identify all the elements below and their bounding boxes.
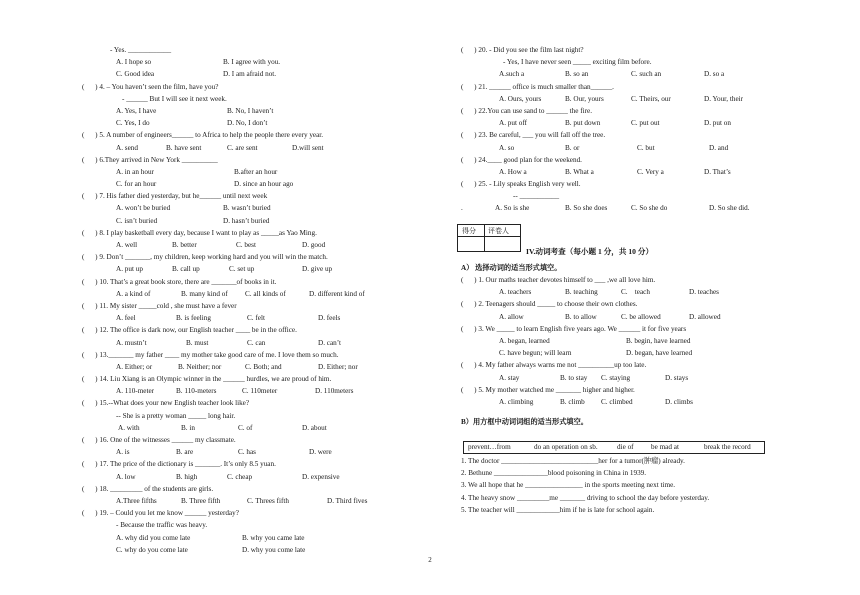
part-a-question-line [461, 335, 781, 347]
left-question-line [82, 410, 412, 422]
left-question-text: C. of [238, 423, 253, 432]
left-question-text: A. won’t be buried [116, 204, 171, 213]
left-question-line [82, 178, 412, 190]
left-question-text: ( ) 5. A number of engineers______ to Africa to help the people there every year. [82, 131, 324, 140]
right-question-line [461, 142, 781, 154]
left-question-line [82, 68, 412, 80]
left-question-text: A. mustn’t [116, 338, 147, 347]
part-a-question-line [461, 372, 781, 384]
left-question-text: D. 110meters [315, 387, 354, 396]
left-question-line [82, 495, 412, 507]
right-column-questions [461, 44, 781, 215]
left-question-text: B. Three fifth [181, 496, 221, 505]
right-question-text: - Yes, I have never seen _____ exciting film before. [503, 58, 652, 67]
left-question-text: ( ) 9. Don’t _______, my children, keep working hard and you will win the match. [82, 253, 328, 262]
part-a-question-line [461, 311, 781, 323]
left-question-text: D. can’t [318, 338, 342, 347]
right-question-text: C. such an [631, 70, 662, 79]
part-a-question-text: D. began, have learned [626, 349, 693, 358]
left-question-text: D. good [302, 241, 326, 249]
right-question-text: B. What a [565, 167, 594, 176]
right-question-text: ( ) 21. ______ office is much smaller than______. [461, 82, 614, 91]
right-question-text: D. so a [704, 70, 725, 79]
part-a-question-text: A. began, learned [499, 336, 550, 345]
left-question-text: B. high [176, 472, 198, 481]
right-question-line [461, 202, 781, 214]
right-question-text: B. Our, yours [565, 94, 604, 103]
left-question-text: C. Threes fifth [247, 496, 289, 505]
left-question-text: ( ) 8. I play basketball every day, because I want to play as _____as Yao Ming. [82, 228, 317, 237]
section-title: IV.动词考查（每小题 1 分，共 10 分） [526, 247, 654, 256]
right-question-text: A.such a [499, 70, 525, 79]
right-question-line [461, 154, 781, 166]
part-a-question-text: B. teaching [565, 288, 598, 297]
left-question-text: B. in [181, 423, 195, 432]
part-a-title: A） 选择动词的适当形式填空。 [461, 264, 562, 272]
part-a-title-wrap [461, 262, 781, 274]
left-question-line [82, 44, 412, 56]
left-question-line [82, 544, 412, 556]
left-question-text: ( ) 10. That’s a great book store, there are _______of books in it. [82, 277, 277, 286]
word-box [463, 441, 765, 454]
left-question-text: B. No, I haven’t [227, 106, 274, 115]
right-question-text: C. put out [631, 119, 660, 128]
left-question-text: ( ) 7. His father died yesterday, but he______ until next week [82, 192, 268, 201]
right-question-text: C. but [637, 143, 655, 152]
right-question-text: D. and [709, 143, 729, 152]
right-question-text: D. That’s [704, 167, 731, 176]
left-question-line [82, 276, 412, 288]
left-question-text: C. Good idea [116, 70, 155, 79]
left-question-text: - Because the traffic was heavy. [116, 521, 208, 530]
left-question-text: C. can [247, 338, 266, 347]
left-question-line [82, 397, 412, 409]
left-question-line [82, 263, 412, 275]
left-question-line [82, 239, 412, 251]
left-question-text: ( ) 4. – You haven’t seen the film, have you? [82, 82, 219, 91]
left-question-text: - ______ But I will see it next week. [122, 94, 227, 103]
left-question-text: D. different kind of [309, 289, 365, 298]
right-question-line [461, 117, 781, 129]
left-question-line [82, 166, 412, 178]
right-question-text: D. put on [704, 119, 731, 128]
score-box [457, 224, 521, 252]
part-a-question-text: D. climbs [665, 397, 693, 406]
left-column [82, 44, 412, 556]
part-a-questions [461, 274, 781, 408]
part-b-question: 1. The doctor ___________________________her for a tumor(肿瘤) already. [461, 457, 685, 465]
left-question-text: C. isn’t buried [116, 216, 158, 225]
left-question-text: D. why you come late [242, 545, 306, 554]
left-question-text: D. Either; nor [318, 362, 358, 371]
left-question-text: D. Third fives [327, 496, 368, 505]
part-b-title: B）用方框中动词词组的适当形式填空。 [461, 418, 588, 426]
part-a-question-text: A. teachers [499, 288, 532, 297]
right-question-text: B. put down [565, 119, 601, 128]
right-question-text: -- ___________ [513, 192, 560, 201]
left-question-text: A. well [116, 241, 138, 249]
part-a-question-text: C. climbed [601, 397, 633, 406]
left-question-text: C. why do you come late [116, 545, 188, 554]
left-question-line [82, 337, 412, 349]
part-a-question-text: A. climbing [499, 397, 534, 406]
left-question-line [82, 300, 412, 312]
word-box-phrase: do an operation on sb. [534, 443, 598, 451]
right-question-text: ( ) 20. - Did you see the film last night? [461, 46, 584, 54]
part-a-question-text: ( ) 1. Our maths teacher devotes himself to ___ ,we all love him. [461, 276, 656, 284]
right-question-text: B. So she does [565, 204, 608, 213]
left-question-line [82, 507, 412, 519]
page-number: 2 [428, 556, 432, 564]
part-a-question-text: C. have begun; will learn [499, 349, 572, 358]
right-question-text: B. or [565, 143, 580, 152]
left-question-text: A. put up [116, 265, 143, 274]
part-b-title-wrap [461, 416, 781, 428]
left-question-text: B. have sent [166, 143, 202, 152]
left-question-text: C. 110meter [242, 387, 278, 396]
left-question-text: ( ) 12. The office is dark now, our English teacher ____ be in the office. [82, 326, 297, 335]
part-a-question-line [461, 323, 781, 335]
right-question-line [461, 190, 781, 202]
part-a-question-line [461, 274, 781, 286]
part-a-question-line [461, 286, 781, 298]
right-question-line [461, 68, 781, 80]
part-b-question: 2. Bethune _______________blood poisoning in China in 1939. [461, 469, 647, 478]
part-a-question-text: ( ) 2. Teenagers should _____ to choose their own clothes. [461, 300, 638, 309]
part-a-question-text: C. teach [621, 288, 650, 297]
left-question-text: B. wasn’t buried [223, 204, 271, 213]
right-question-text: D. Your, their [704, 94, 744, 103]
word-box-phrase: break the record [704, 443, 751, 451]
left-question-text: B. I agree with you. [223, 58, 281, 67]
left-question-text: B. many kind of [181, 289, 228, 298]
word-box-phrase: die of [617, 443, 634, 451]
left-question-line [82, 349, 412, 361]
left-question-text: A. I hope so [116, 58, 152, 67]
left-question-text: ( ) 17. The price of the dictionary is _______. It’s only 8.5 yuan. [82, 460, 276, 469]
right-question-line [461, 166, 781, 178]
left-question-text: A. Either; or [116, 362, 153, 371]
left-question-text: A. why did you come late [116, 533, 191, 542]
left-question-line [82, 288, 412, 300]
left-question-text: B.after an hour [234, 167, 278, 176]
left-question-line [82, 81, 412, 93]
left-question-line [82, 458, 412, 470]
part-b-question: 4. The heavy snow _________me _______ driving to school the day before yesterday. [461, 493, 710, 502]
score-box-score-label: 得分 [462, 227, 476, 235]
left-question-line [82, 532, 412, 544]
left-question-text: A. 110-meter [116, 387, 155, 396]
left-question-line [82, 142, 412, 154]
left-question-line [82, 129, 412, 141]
right-question-text: D. So she did. [709, 204, 750, 213]
right-question-text: ( ) 24.____ good plan for the weekend. [461, 155, 582, 164]
left-question-text: B. Neither; nor [178, 362, 222, 371]
left-question-text: A. with [118, 423, 140, 432]
left-question-text: B. is feeling [176, 314, 211, 323]
part-a-question-text: D. allowed [689, 312, 721, 321]
part-a-question-text: ( ) 4. My father always warns me not __________up too late. [461, 361, 647, 370]
left-question-line [82, 312, 412, 324]
left-question-text: ( ) 11. My sister _____cold , she must have a fever [82, 301, 237, 310]
part-b-question: 3. We all hope that he ________________ in the sports meeting next time. [461, 481, 676, 490]
word-box-phrase: prevent…from [468, 443, 511, 451]
left-question-text: B. 110-meters [176, 387, 217, 396]
left-question-line [82, 434, 412, 446]
left-question-text: C. set up [229, 265, 255, 274]
left-question-text: D. expensive [302, 472, 340, 481]
left-question-text: B. must [186, 338, 209, 347]
left-question-line [82, 215, 412, 227]
left-question-text: A. feel [116, 314, 136, 323]
right-question-text: C. So she do [631, 204, 668, 213]
left-question-text: A. send [116, 143, 138, 152]
left-question-text: -- She is a pretty woman _____ long hair. [116, 411, 236, 420]
left-question-line [82, 324, 412, 336]
left-question-text: A.Three fifths [116, 496, 157, 505]
left-question-text: A. low [116, 472, 136, 481]
left-question-line [82, 117, 412, 129]
left-question-text: A. in an hour [116, 167, 154, 176]
left-question-line [82, 446, 412, 458]
left-question-text: A. is [116, 448, 130, 457]
left-question-line [82, 519, 412, 531]
left-question-text: D. since an hour ago [234, 180, 294, 189]
left-question-text: D. hasn’t buried [223, 216, 270, 225]
right-question-text: . [461, 204, 463, 213]
word-box-phrase: be mad at [651, 443, 679, 451]
left-question-line [82, 471, 412, 483]
left-question-line [82, 422, 412, 434]
left-question-text: C. cheap [227, 472, 253, 481]
part-a-question-line [461, 396, 781, 408]
part-a-question-text: B. to stay [560, 373, 588, 382]
part-a-question-line [461, 347, 781, 359]
left-question-text: B. why you came late [242, 533, 305, 542]
left-question-text: C. Yes, I do [116, 119, 150, 128]
left-question-text: D. about [302, 423, 327, 432]
left-question-text: ( ) 15.--What does your new English teacher look like? [82, 399, 250, 408]
score-box-divider-horizontal [458, 236, 520, 237]
left-question-text: C. for an hour [116, 180, 157, 189]
score-box-grader-label: 评卷人 [488, 227, 509, 235]
score-box-divider-vertical [484, 225, 485, 251]
right-question-text: A. How a [499, 167, 527, 176]
part-b-question: 5. The teacher will ____________him if he is late for school again. [461, 505, 655, 514]
left-question-line [82, 385, 412, 397]
part-a-question-text: B. climb [560, 397, 585, 406]
left-question-text: ( ) 13._______ my father ____ my mother take good care of me. I love them so much. [82, 350, 339, 359]
left-question-text: ( ) 14. Liu Xiang is an Olympic winner in the ______ hurdles, we are proud of him. [82, 375, 332, 384]
part-a-question-line [461, 298, 781, 310]
right-question-text: ( ) 23. Be careful, ___ you will fall off the tree. [461, 131, 606, 140]
part-a-question-text: C. be allowed [621, 312, 661, 321]
left-question-text: D. feels [318, 314, 341, 323]
left-question-text: C. Both; and [245, 362, 282, 371]
right-question-line [461, 105, 781, 117]
left-question-text: C. best [236, 241, 256, 249]
part-a-question-text: D. stays [665, 373, 689, 382]
left-question-line [82, 105, 412, 117]
left-question-line [82, 56, 412, 68]
left-question-text: D. were [309, 448, 332, 457]
right-question-text: C. Theirs, our [631, 94, 671, 103]
right-question-text: ( ) 25. - Lily speaks English very well. [461, 180, 581, 189]
left-question-line [82, 227, 412, 239]
left-question-line [82, 361, 412, 373]
left-question-text: A. a kind of [116, 289, 151, 298]
right-question-line [461, 44, 781, 56]
left-question-text: ( ) 18. _________ of the students are girls. [82, 484, 214, 493]
part-a-question-line [461, 384, 781, 396]
left-question-text: C. all kinds of [245, 289, 286, 298]
right-question-text: B. so an [565, 70, 589, 79]
left-question-line [82, 483, 412, 495]
left-question-text: ( ) 19. – Could you let me know ______ yesterday? [82, 509, 239, 518]
part-a-question-text: B. begin, have learned [626, 336, 691, 345]
part-a-question-text: A. allow [499, 312, 524, 321]
right-question-text: A. put off [499, 119, 528, 128]
left-question-text: D.will sent [292, 143, 324, 152]
right-question-line [461, 81, 781, 93]
left-question-line [82, 93, 412, 105]
left-question-line [82, 251, 412, 263]
left-question-text: A. Yes, I have [116, 106, 157, 115]
left-question-text: D. No, I don’t [227, 119, 268, 128]
left-question-line [82, 202, 412, 214]
left-question-line [82, 373, 412, 385]
left-question-text: D. give up [302, 265, 333, 274]
left-question-text: ( ) 16. One of the witnesses ______ my classmate. [82, 436, 236, 444]
left-question-text: D. I am afraid not. [223, 70, 277, 79]
part-a-question-text: A. stay [499, 373, 520, 382]
right-question-line [461, 129, 781, 141]
part-a-question-text: B. to allow [565, 312, 597, 321]
part-a-question-text: C. staying [601, 373, 631, 382]
part-a-question-text: ( ) 3. We _____ to learn English five years ago. We ______ it for five years [461, 324, 687, 333]
part-a-question-text: ( ) 5. My mother watched me _______ higher and higher. [461, 385, 635, 394]
part-b-questions [461, 455, 781, 516]
left-question-text: C. are sent [227, 143, 258, 152]
right-question-text: A. So is she [495, 204, 530, 213]
right-question-text: ( ) 22.You can use sand to ______ the fire. [461, 106, 593, 115]
left-question-text: ( ) 6.They arrived in New York __________ [82, 155, 218, 164]
left-question-text: B. call up [172, 265, 200, 274]
left-question-text: C. has [238, 448, 256, 457]
left-question-text: B. are [176, 448, 194, 457]
part-a-question-text: D. teaches [689, 288, 719, 297]
part-a-question-line [461, 359, 781, 371]
left-question-text: - Yes. ____________ [110, 46, 172, 54]
right-question-text: A. Ours, yours [499, 94, 542, 103]
right-question-line [461, 56, 781, 68]
right-question-line [461, 178, 781, 190]
right-question-text: C. Very a [637, 167, 664, 176]
left-question-text: B. better [172, 241, 197, 249]
left-question-line [82, 154, 412, 166]
right-question-text: A. so [499, 143, 515, 152]
left-question-text: C. felt [247, 314, 265, 323]
left-question-line [82, 190, 412, 202]
right-question-line [461, 93, 781, 105]
